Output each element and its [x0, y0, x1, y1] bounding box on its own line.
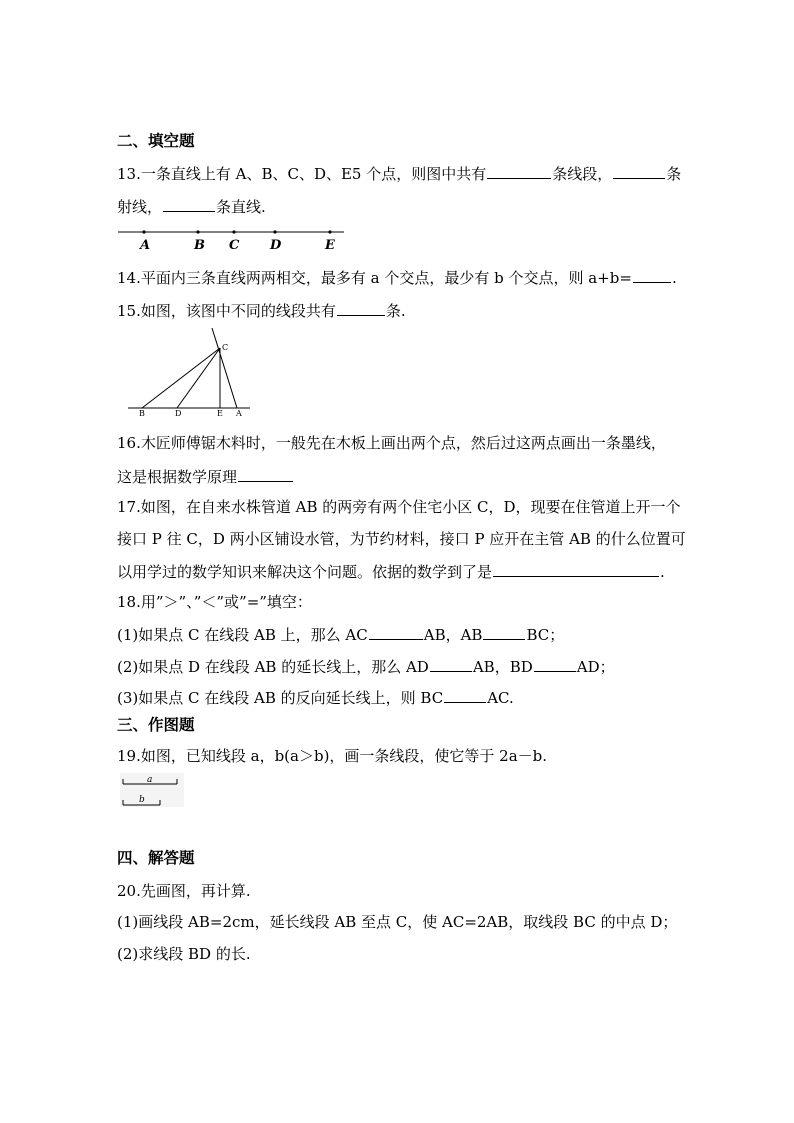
q13-point-c: [232, 230, 235, 233]
section-heading-answer: 四、解答题: [117, 849, 195, 867]
question-16-line-2: [117, 466, 294, 487]
q19-label-a: a: [147, 775, 153, 785]
question-13-line-2: [117, 196, 266, 217]
q13-line-figure: [118, 226, 348, 252]
q18-p1-text-a: (1)如果点 C 在线段 AB 上，那么 AC: [117, 626, 368, 644]
q13-point-a: [142, 230, 145, 233]
q13-label-a: A: [140, 238, 151, 253]
q15-segment-ca: [212, 328, 237, 408]
question-15: [117, 300, 406, 321]
q18-p1-blank-2[interactable]: [483, 624, 525, 640]
question-19: 19.如图，已知线段 a，b(a＞b)，画一条线段，使它等于 2a－b.: [117, 747, 548, 765]
q13-label-b: B: [194, 238, 205, 253]
q13-label-e: E: [325, 238, 335, 253]
q18-p2-blank-1[interactable]: [430, 656, 472, 672]
q15-label-c: C: [222, 343, 229, 352]
q15-label-b: B: [139, 409, 145, 418]
q13-point-b: [196, 230, 199, 233]
q14-text-a: 14.平面内三条直线两两相交，最多有 a 个交点，最少有 b 个交点，则 a+b=: [117, 269, 632, 287]
q13-point-e: [328, 230, 331, 233]
q15-blank[interactable]: [337, 300, 385, 316]
section-heading-drawing: 三、作图题: [117, 716, 195, 734]
q19-segments-figure: [120, 773, 184, 809]
q17-blank[interactable]: [493, 561, 659, 577]
q13-text-d: 射线，: [117, 198, 163, 216]
q13-label-d: D: [270, 238, 282, 253]
question-14: [117, 267, 677, 288]
q13-text-c: 条: [666, 165, 682, 183]
question-20-part-1: (1)画线段 AB=2cm，延长线段 AB 至点 C，使 AC=2AB，取线段 BC 的中点 D；: [117, 913, 678, 931]
q18-p2-text-a: (2)如果点 D 在线段 AB 的延长线上，那么 AD: [117, 658, 429, 676]
q15-label-a: A: [236, 409, 242, 418]
q13-text-b: 条线段，: [552, 165, 613, 183]
q18-p2-text-c: AD；: [576, 658, 615, 676]
q18-p3-text-b: AC.: [487, 689, 514, 707]
question-18-part-3: [117, 687, 514, 708]
q18-p1-blank-1[interactable]: [369, 624, 423, 640]
q15-text-b: 条.: [385, 302, 406, 320]
q13-blank-segments[interactable]: [487, 163, 551, 179]
question-18-part-2: [117, 656, 615, 677]
q16-text: 这是根据数学原理: [117, 468, 238, 486]
q19-label-b: b: [139, 795, 145, 805]
question-17-line-1: 17.如图，在自来水株管道 AB 的两旁有两个住宅小区 C，D，现要在住管道上开一个: [117, 498, 681, 516]
q18-p3-text-a: (3)如果点 C 在线段 AB 的反向延长线上，则 BC: [117, 689, 444, 707]
q15-segment-dc: [177, 348, 220, 408]
question-16-line-1: 16.木匠师傅锯木料时，一般先在木板上画出两个点，然后过这两点画出一条墨线，: [117, 434, 666, 452]
q18-p1-text-c: BC；: [526, 626, 565, 644]
q15-triangle-figure: [128, 326, 254, 418]
question-13-line-1: [117, 163, 681, 184]
q13-text-e: 条直线.: [216, 198, 266, 216]
q18-p3-blank[interactable]: [444, 687, 486, 703]
q13-label-c: C: [229, 238, 240, 253]
section-heading-fill-in: 二、填空题: [117, 132, 195, 150]
q13-blank-rays[interactable]: [613, 163, 665, 179]
q16-blank[interactable]: [238, 466, 293, 482]
q15-segment-bc: [142, 348, 220, 408]
q14-blank[interactable]: [633, 267, 671, 283]
q14-text-b: .: [671, 269, 677, 287]
question-18-part-1: [117, 624, 564, 645]
question-20-part-2: (2)求线段 BD 的长.: [117, 945, 251, 963]
q17-text-a: 以用学过的数学知识来解决这个问题。依据的数学到了是: [117, 563, 493, 581]
q18-p2-blank-2[interactable]: [534, 656, 576, 672]
question-17-line-2: 接口 P 往 C，D 两小区铺设水管，为节约材料，接口 P 应开在主管 AB 的什么位置可: [117, 530, 686, 548]
q15-text-a: 15.如图，该图中不同的线段共有: [117, 302, 336, 320]
question-18-intro: 18.用”＞”、”＜”或”=”填空：: [117, 593, 312, 611]
q15-label-e: E: [217, 409, 223, 418]
q15-label-d: D: [175, 409, 182, 418]
q18-p1-text-b: AB，AB: [423, 626, 483, 644]
question-20-intro: 20.先画图，再计算.: [117, 882, 251, 900]
q18-p2-text-b: AB，BD: [472, 658, 533, 676]
q13-point-d: [273, 230, 276, 233]
q17-text-b: .: [660, 563, 665, 581]
q13-text-a: 13.一条直线上有 A、B、C、D、E5 个点，则图中共有: [117, 165, 487, 183]
question-17-line-3: [117, 561, 665, 582]
q13-blank-lines[interactable]: [163, 196, 215, 212]
